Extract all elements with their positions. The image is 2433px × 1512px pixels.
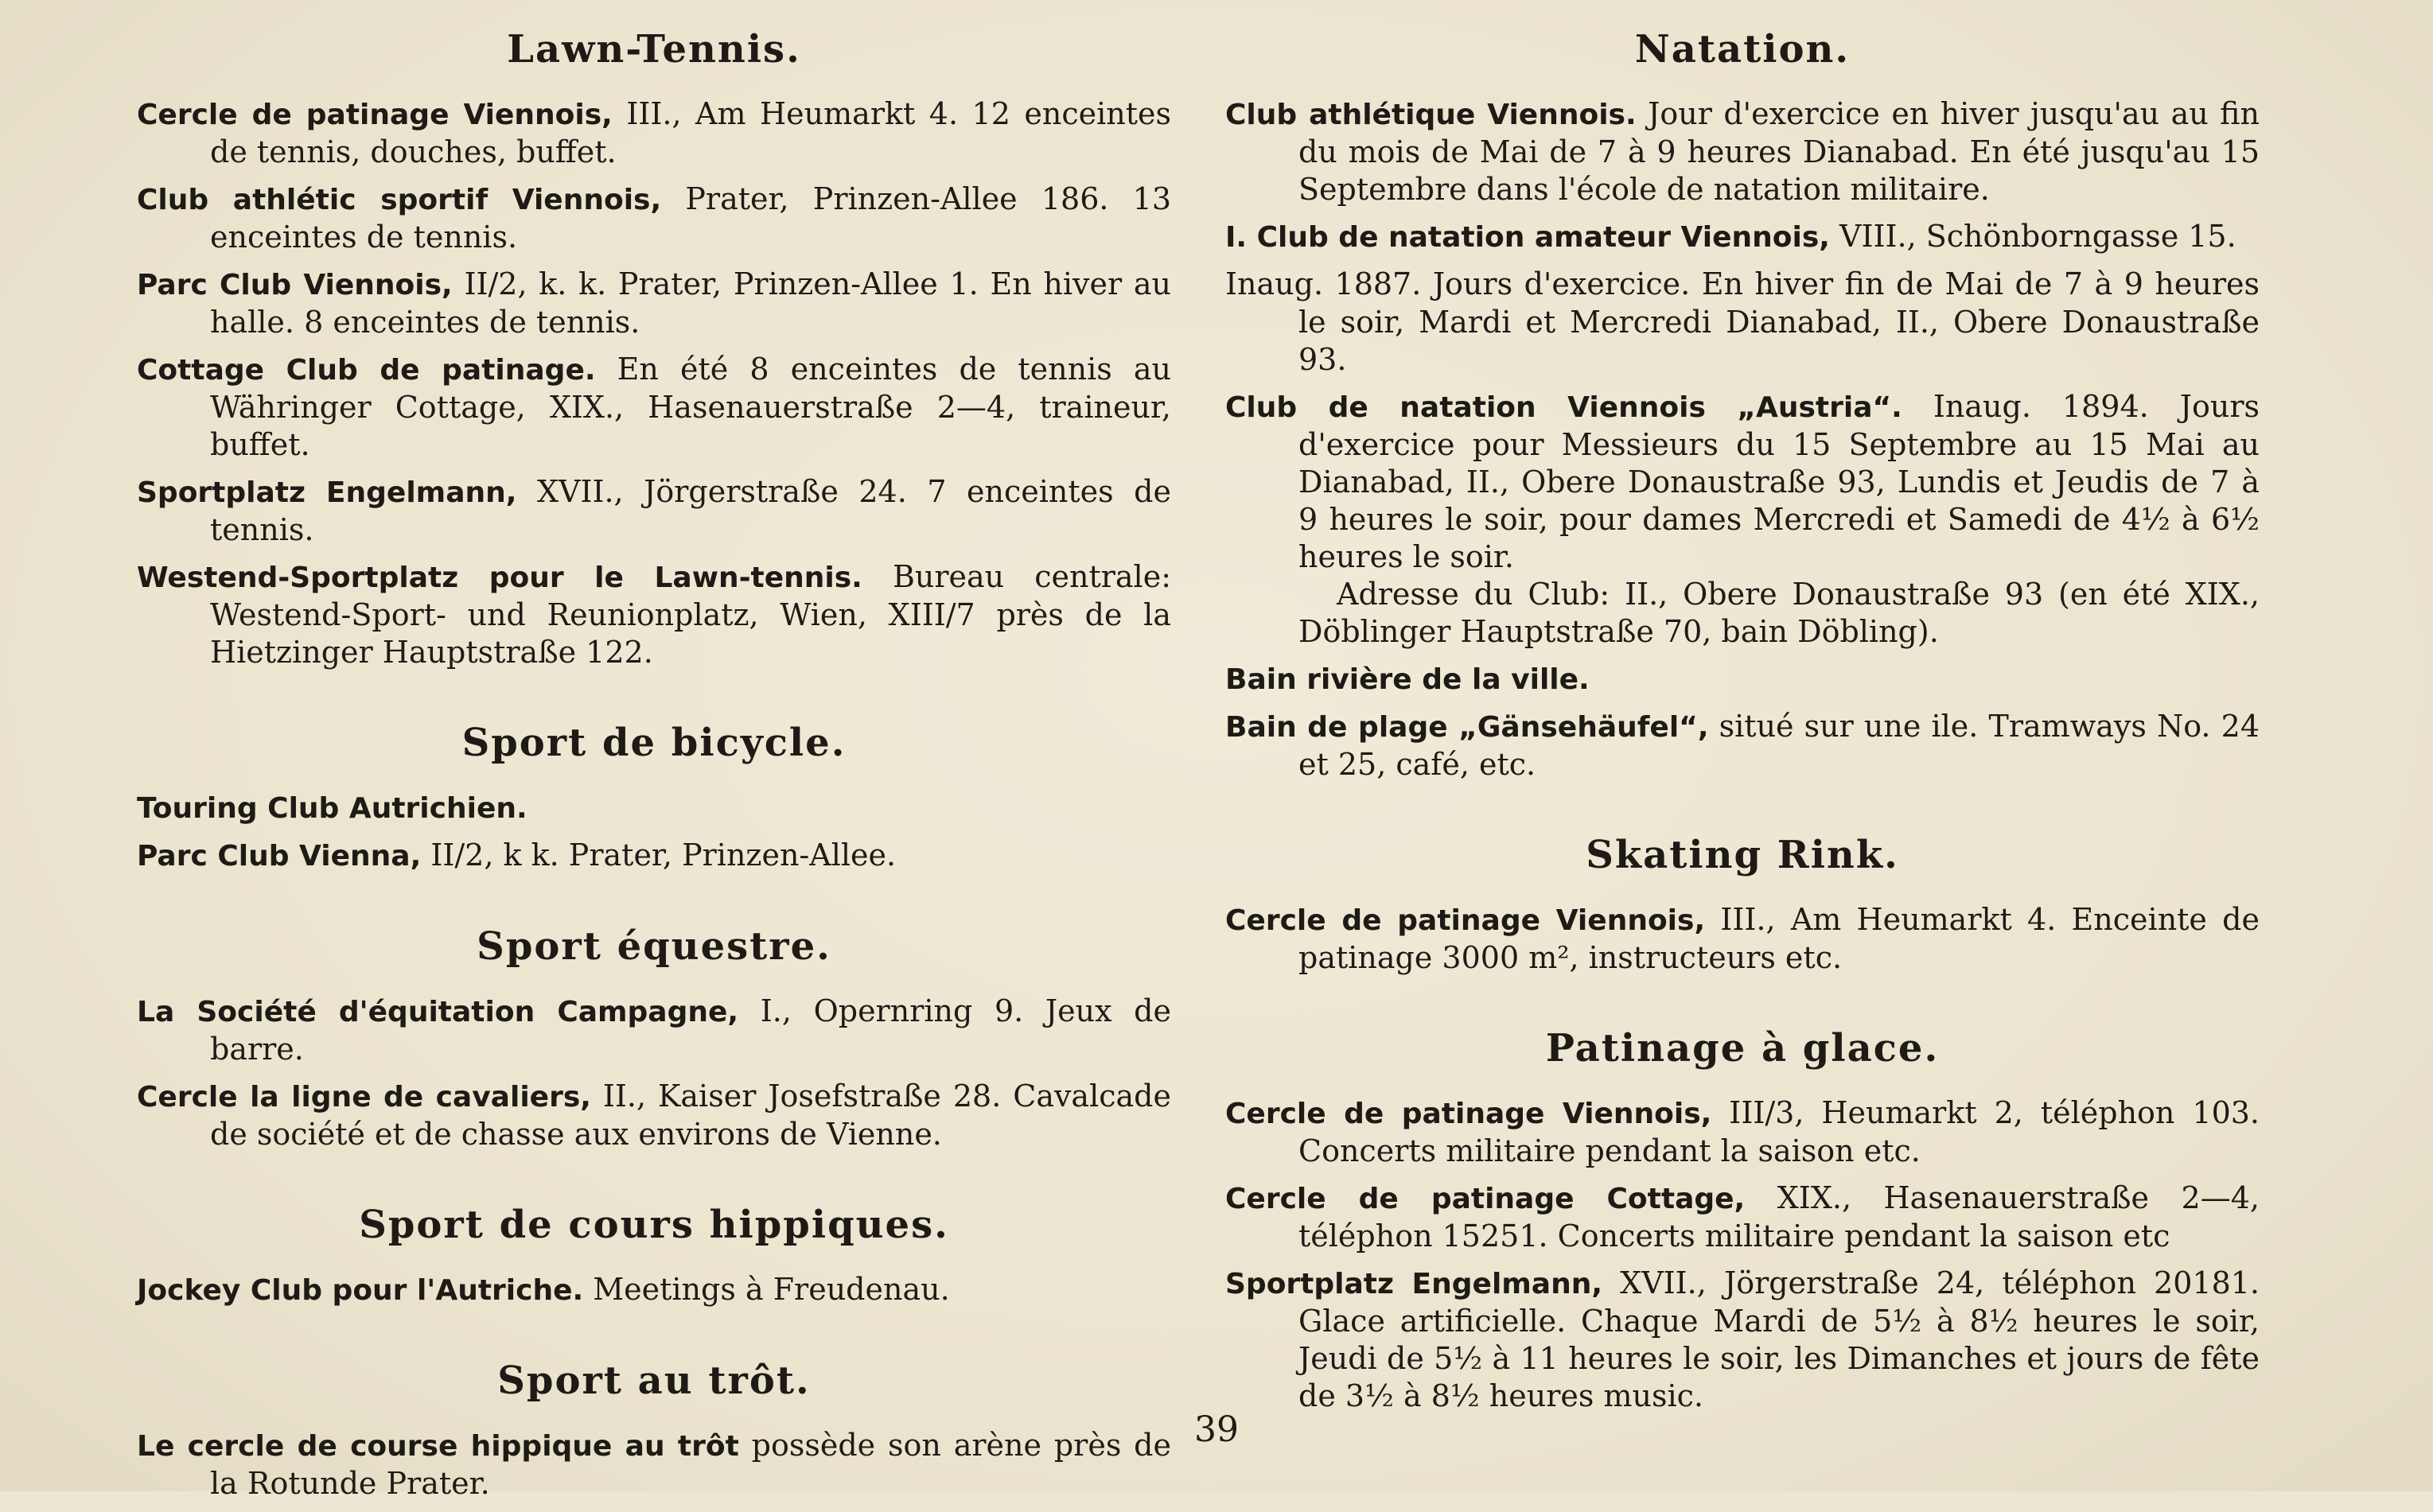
list-item: Touring Club Autrichien. [137, 792, 527, 825]
section-title-patinage-glace: Patinage à glace. [1545, 1026, 1940, 1071]
list-item: Cercle de patinage Viennois, III., Am Heumarkt 4. 12 enceintes de tennis, douches, buffet. [137, 96, 1172, 169]
list-item: Club athlétique Viennois. Jour d'exercice en hiver jusqu'au au fin du mois de Mai de 7 à 9 heures Dianabad. En été jusqu'au 15 Septembre dans l'école de natation militaire. [1225, 96, 2260, 207]
list-item: Parc Club Vienna, II/2, k k. Prater, Prinzen-Allee. [137, 838, 897, 873]
section-title-cours-hippiques: Sport de cours hippiques. [359, 1203, 949, 1247]
list-item: Le cercle de course hippique au trôt possède son arène près de la Rotunde Prater. [137, 1428, 1171, 1501]
list-item: Jockey Club pour l'Autriche. Meetings à Freudenau. [137, 1272, 950, 1307]
section-title-lawn-tennis: Lawn-Tennis. [507, 27, 801, 72]
section-title-skating-rink: Skating Rink. [1586, 833, 1899, 877]
list-item: Bain rivière de la ville. [1225, 663, 1590, 696]
list-item: Club athlétic sportif Viennois, Prater, Prinzen-Allee 186. 13 enceintes de tennis. [137, 181, 1171, 255]
list-item: Cercle de patinage Cottage, XIX., Hasenauerstraße 2—4, téléphon 15251. Concerts militaire pendant la saison etc [1225, 1180, 2260, 1254]
section-title-sport-bicycle: Sport de bicycle. [461, 721, 847, 765]
list-item: I. Club de natation amateur Viennois, VIII., Schönborngasse 15. [1225, 219, 2236, 254]
list-item: Parc Club Viennois, II/2, k. k. Prater, Prinzen-Allee 1. En hiver au halle. 8 enceintes de tennis. [137, 266, 1171, 340]
list-item: Cercle la ligne de cavaliers, II., Kaiser Josefstraße 28. Cavalcade de société et de chasse aux environs de Vienne. [137, 1079, 1171, 1152]
page-number: 39 [1194, 1409, 1239, 1450]
list-item: Cercle de patinage Viennois, III., Am Heumarkt 4. Enceinte de patinage 3000 m², instructeurs etc. [1225, 902, 2260, 975]
list-item: Bain de plage „Gänsehäufel“, situé sur une ile. Tramways No. 24 et 25, café, etc. [1225, 709, 2260, 782]
section-title-sport-equestre: Sport équestre. [477, 924, 831, 969]
list-item: Inaug. 1887. Jours d'exercice. En hiver fin de Mai de 7 à 9 heures le soir, Mardi et Mercredi Dianabad, II., Obere Donaustraße 93. [1225, 266, 2260, 377]
list-item: Cottage Club de patinage. En été 8 enceintes de tennis au Währinger Cottage, XIX., Hasenauerstraße 2—4, traineur, buffet. [137, 352, 1171, 462]
list-item: Cercle de patinage Viennois, III/3, Heumarkt 2, téléphon 103. Concerts militaire pendant la saison etc. [1225, 1095, 2260, 1168]
list-item: Sportplatz Engelmann, XVII., Jörgerstraße 24. 7 enceintes de tennis. [137, 474, 1171, 547]
right-column [1225, 24, 2260, 1425]
list-item: Club de natation Viennois „Austria“. Inaug. 1894. Jours d'exercice pour Messieurs du 15 Septembre au 15 Mai au Dianabad, II., Obere Donaustraße 93, Lundis et Jeudis de 7 à 9 heures le soir, pour dames Mercredi et Samedi de 4½ à 6½ heures le soir. [1225, 389, 2260, 574]
list-item: Sportplatz Engelmann, XVII., Jörgerstraße 24, téléphon 20181. Glace artificielle. Chaque Mardi de 5½ à 8½ heures le soir, Jeudi de 5½ à 11 heures le soir, les Dimanches et jours de fête de 3½ à 8½ heures music. [1225, 1265, 2260, 1413]
left-column [137, 24, 1171, 1512]
section-title-natation: Natation. [1634, 27, 1851, 72]
club-address-note: Adresse du Club: II., Obere Donaustraße 93 (en été XIX., Döblinger Hauptstraße 70, bain Döbling). [1298, 577, 2260, 649]
list-item: La Société d'équitation Campagne, I., Opernring 9. Jeux de barre. [137, 993, 1171, 1067]
list-item: Westend-Sportplatz pour le Lawn-tennis. Bureau centrale: Westend-Sport- und Reunionplatz, Wien, XIII/7 près de la Hietzinger Hauptstraße 122. [137, 559, 1171, 670]
section-title-sport-trot: Sport au trôt. [497, 1358, 811, 1403]
